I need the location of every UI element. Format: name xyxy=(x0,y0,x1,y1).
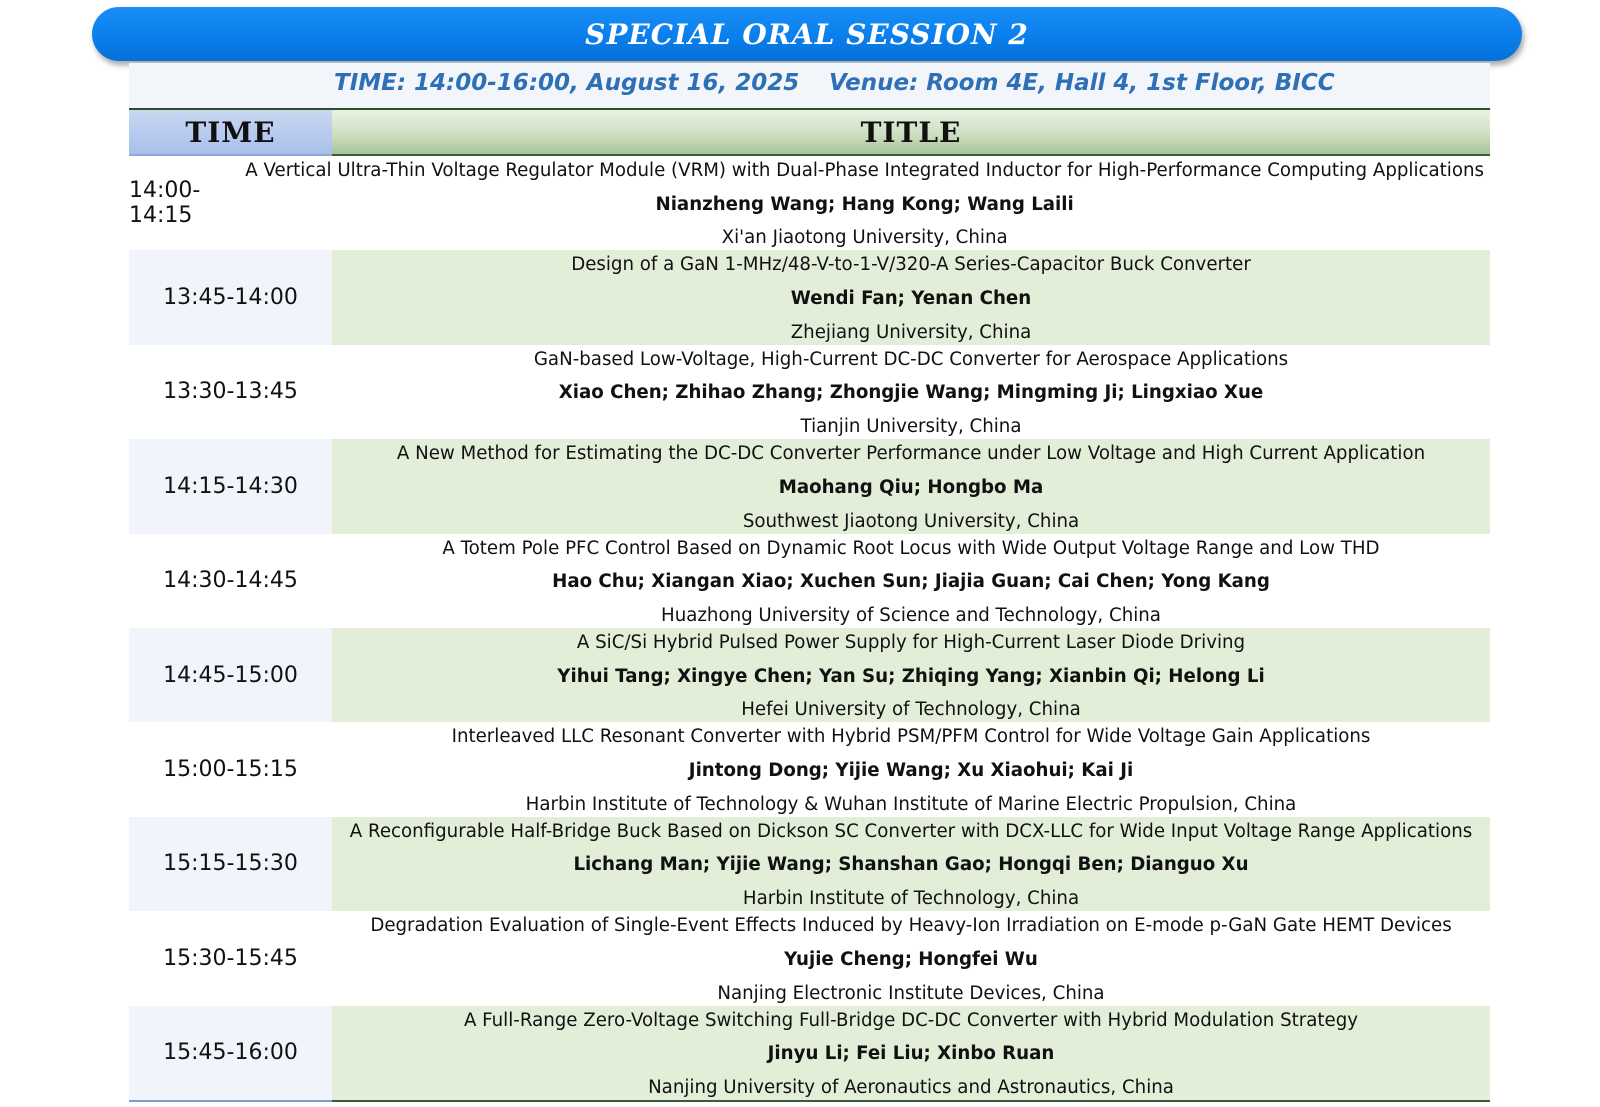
paper-authors: Yihui Tang; Xingye Chen; Yan Su; Zhiqing Yang; Xianbin Qi; Helong Li xyxy=(557,665,1265,687)
table-row xyxy=(129,439,1490,533)
paper-cell xyxy=(332,1006,1490,1100)
paper-authors: Maohang Qiu; Hongbo Ma xyxy=(778,476,1044,498)
paper-title: A SiC/Si Hybrid Pulsed Power Supply for High-Current Laser Diode Driving xyxy=(576,631,1246,653)
title-column-header xyxy=(332,110,1490,156)
time-column-header xyxy=(129,110,332,156)
time-slot: 15:00-15:15 xyxy=(129,722,332,816)
paper-authors: Xiao Chen; Zhihao Zhang; Zhongjie Wang; Mingming Ji; Lingxiao Xue xyxy=(558,382,1264,404)
paper-affiliation: Zhejiang University, China xyxy=(790,321,1032,343)
paper-title: A New Method for Estimating the DC-DC Converter Performance under Low Voltage and High Current Application xyxy=(396,443,1426,465)
time-slot: 15:15-15:30 xyxy=(129,817,332,911)
title-header-label: TITLE xyxy=(860,115,962,149)
paper-title: GaN-based Low-Voltage, High-Current DC-DC Converter for Aerospace Applications xyxy=(533,348,1289,370)
paper-title: A Reconfigurable Half-Bridge Buck Based on Dickson SC Converter with DCX-LLC for Wide Input Voltage Range Applications xyxy=(349,820,1473,842)
paper-cell xyxy=(332,722,1490,816)
paper-cell xyxy=(239,156,1490,250)
time-column-border xyxy=(129,1100,332,1102)
paper-affiliation: Harbin Institute of Technology, China xyxy=(742,888,1080,910)
time-slot: 15:45-16:00 xyxy=(129,1006,332,1100)
session-table xyxy=(129,156,1490,1100)
session-title: SPECIAL ORAL SESSION 2 xyxy=(585,17,1029,51)
time-header-label: TIME xyxy=(185,115,276,149)
paper-title: A Vertical Ultra-Thin Voltage Regulator Module (VRM) with Dual-Phase Integrated Inductor for High-Performance Computing Applications xyxy=(245,160,1484,181)
table-row xyxy=(129,911,1490,1005)
session-time: TIME: 14:00-16:00, August 16, 2025 xyxy=(334,70,800,96)
paper-authors: Jinyu Li; Fei Liu; Xinbo Ruan xyxy=(767,1043,1055,1065)
paper-authors: Yujie Cheng; Hongfei Wu xyxy=(784,948,1038,970)
paper-affiliation: Harbin Institute of Technology & Wuhan Institute of Marine Electric Propulsion, China xyxy=(525,793,1297,815)
time-slot: 15:30-15:45 xyxy=(129,911,332,1005)
paper-title: Interleaved LLC Resonant Converter with Hybrid PSM/PFM Control for Wide Voltage Gain Applications xyxy=(451,726,1371,748)
table-row xyxy=(129,628,1490,722)
paper-title: Design of a GaN 1-MHz/48-V-to-1-V/320-A Series-Capacitor Buck Converter xyxy=(571,254,1251,276)
paper-cell xyxy=(332,250,1490,344)
paper-affiliation: Tianjin University, China xyxy=(800,416,1022,438)
paper-title: A Totem Pole PFC Control Based on Dynamic Root Locus with Wide Output Voltage Range and Low THD xyxy=(442,537,1380,559)
paper-authors: Nianzheng Wang; Hang Kong; Wang Laili xyxy=(655,193,1074,215)
table-row xyxy=(129,250,1490,344)
table-header xyxy=(129,110,1490,156)
paper-authors: Wendi Fan; Yenan Chen xyxy=(790,288,1032,310)
paper-title: A Full-Range Zero-Voltage Switching Full-Bridge DC-DC Converter with Hybrid Modulation Strategy xyxy=(463,1009,1359,1031)
time-slot: 13:45-14:00 xyxy=(129,250,332,344)
paper-cell xyxy=(332,911,1490,1005)
table-row xyxy=(129,817,1490,911)
paper-cell xyxy=(332,345,1490,439)
table-bottom-border xyxy=(129,1100,1490,1102)
session-venue: Venue: Room 4E, Hall 4, 1st Floor, BICC xyxy=(829,70,1335,96)
time-slot: 13:30-13:45 xyxy=(129,345,332,439)
table-row xyxy=(129,156,1490,250)
paper-affiliation: Nanjing Electronic Institute Devices, China xyxy=(717,982,1105,1004)
session-banner xyxy=(92,7,1522,61)
paper-affiliation: Nanjing University of Aeronautics and Astronautics, China xyxy=(648,1076,1174,1098)
table-row xyxy=(129,722,1490,816)
paper-cell xyxy=(332,439,1490,533)
table-row xyxy=(129,345,1490,439)
title-column-border xyxy=(332,1100,1490,1102)
table-row xyxy=(129,534,1490,628)
paper-affiliation: Xi'an Jiaotong University, China xyxy=(721,227,1008,249)
paper-authors: Jintong Dong; Yijie Wang; Xu Xiaohui; Kai Ji xyxy=(688,760,1134,782)
session-meta xyxy=(129,63,1490,110)
paper-authors: Lichang Man; Yijie Wang; Shanshan Gao; Hongqi Ben; Dianguo Xu xyxy=(573,854,1249,876)
time-slot: 14:30-14:45 xyxy=(129,534,332,628)
paper-title: Degradation Evaluation of Single-Event Effects Induced by Heavy-Ion Irradiation on E-mode p-GaN Gate HEMT Devices xyxy=(370,915,1452,937)
paper-cell xyxy=(332,628,1490,722)
paper-cell xyxy=(332,534,1490,628)
table-row xyxy=(129,1006,1490,1100)
time-slot: 14:45-15:00 xyxy=(129,628,332,722)
paper-affiliation: Huazhong University of Science and Technology, China xyxy=(661,604,1161,626)
paper-affiliation: Hefei University of Technology, China xyxy=(741,699,1081,721)
time-slot: 14:15-14:30 xyxy=(129,439,332,533)
paper-affiliation: Southwest Jiaotong University, China xyxy=(742,510,1080,532)
time-slot: 14:00-14:15 xyxy=(129,156,239,250)
paper-authors: Hao Chu; Xiangan Xiao; Xuchen Sun; Jiajia Guan; Cai Chen; Yong Kang xyxy=(552,571,1270,593)
paper-cell xyxy=(332,817,1490,911)
